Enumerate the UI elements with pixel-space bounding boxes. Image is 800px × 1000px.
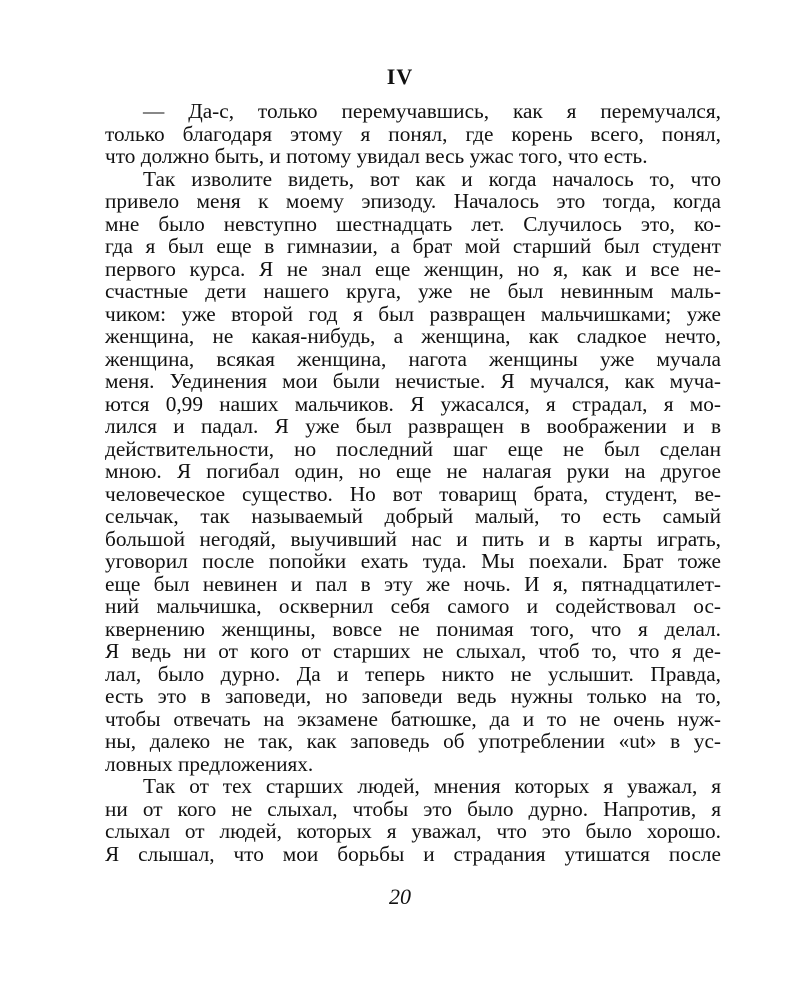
- paragraph: [105, 168, 721, 776]
- text-line: Так от тех старших людей, мнения которых я уважал, я: [143, 774, 721, 798]
- text-line: слыхал от людей, которых я уважал, что это было хорошо.: [105, 819, 721, 843]
- chapter-heading: IV: [386, 64, 414, 89]
- text-line: счастные дети нашего круга, уже не был невинным маль-: [105, 279, 721, 303]
- text-line: гда я был еще в гимназии, а брат мой старший был студент: [105, 234, 721, 258]
- text-line: есть это в заповеди, но заповеди ведь нужны только на то,: [105, 684, 721, 708]
- text-line: ны, далеко не так, как заповедь об употреблении «ut» в ус-: [105, 729, 721, 753]
- text-line: сельчак, так называемый добрый малый, то есть самый: [105, 504, 721, 528]
- text-line: уговорил после попойки ехать туда. Мы поехали. Брат тоже: [105, 549, 721, 573]
- text-line: меня. Уединения мои были нечистые. Я мучался, как муча-: [105, 369, 721, 393]
- body-text: [105, 100, 721, 865]
- text-line: женщина, всякая женщина, нагота женщины уже мучала: [105, 346, 721, 371]
- text-line: что должно быть, и потому увидал весь ужас того, что есть.: [105, 144, 648, 168]
- paragraph: [105, 100, 721, 168]
- text-line: лал, было дурно. Да и теперь никто не услышит. Правда,: [105, 661, 721, 686]
- text-line: мною. Я погибал один, но еще не налагая руки на другое: [105, 459, 721, 483]
- text-line: еще был невинен и пал в эту же ночь. И я, пятнадцатилет-: [105, 571, 721, 596]
- text-line: действительности, но последний шаг еще не был сделан: [105, 436, 721, 461]
- page-number: 20: [389, 884, 411, 909]
- text-line: женщина, не какая-нибудь, а женщина, как сладкое нечто,: [105, 324, 721, 348]
- text-line: человеческое существо. Но вот товарищ брата, студент, ве-: [105, 481, 721, 506]
- text-line: Так изволите видеть, вот как и когда началось то, что: [143, 166, 721, 191]
- text-line: Я ведь ни от кого от старших не слыхал, чтоб то, что я де-: [105, 639, 721, 663]
- text-line: ни от кого не слыхал, чтобы это было дурно. Напротив, я: [105, 796, 721, 821]
- text-line: первого курса. Я не знал еще женщин, но я, как и все не-: [105, 256, 721, 281]
- text-line: чиком: уже второй год я был развращен мальчишками; уже: [105, 301, 721, 326]
- text-line: мне было невступно шестнадцать лет. Случилось это, ко-: [105, 211, 721, 236]
- paragraph: [105, 775, 721, 865]
- text-line: лился и падал. Я уже был развращен в воображении и в: [105, 414, 721, 438]
- text-line: квернению женщины, вовсе не понимая того, что я делал.: [105, 616, 721, 641]
- text-line: — Да-с, только перемучавшись, как я перемучался,: [143, 99, 721, 123]
- text-line: большой негодяй, выучивший нас и пить и в карты играть,: [105, 526, 721, 551]
- text-line: привело меня к моему эпизоду. Началось это тогда, когда: [105, 189, 721, 213]
- text-line: ловных предложениях.: [105, 751, 314, 776]
- text-line: Я слышал, что мои борьбы и страдания утишатся после: [105, 841, 721, 866]
- text-line: чтобы отвечать на экзамене батюшке, да и то не очень нуж-: [105, 706, 721, 731]
- text-line: ются 0,99 наших мальчиков. Я ужасался, я страдал, я мо-: [105, 391, 721, 416]
- text-line: только благодаря этому я понял, где корень всего, понял,: [105, 121, 721, 146]
- text-line: ний мальчишка, осквернил себя самого и содействовал ос-: [105, 594, 721, 618]
